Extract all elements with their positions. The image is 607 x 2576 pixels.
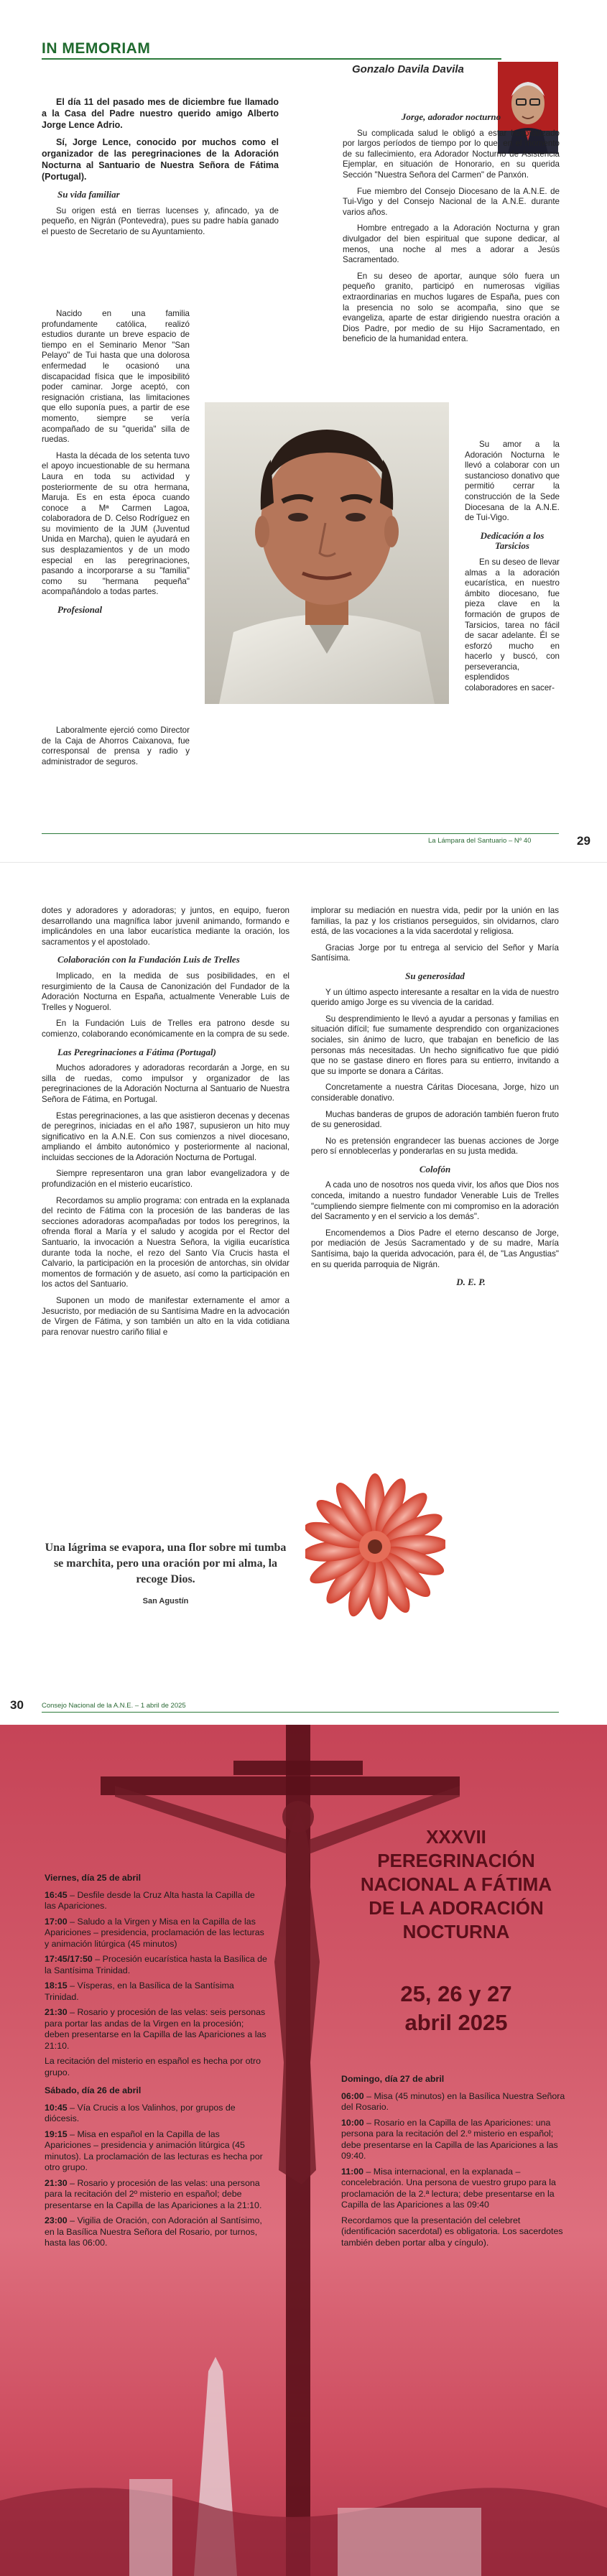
schedule-desc: – Procesión eucarística hasta la Basílica de la Santísima Trinidad. (45, 1954, 267, 1975)
poster-title (327, 1825, 585, 1944)
paragraph: A cada uno de nosotros nos queda vivir, los años que Dios nos conceda, imitando a nuestro fundador Venerable Luis de Trelles "cumpliendo siempre fielmente con mi compromiso en la adoración del Sacramento y en el servicio a los demás". (311, 1180, 559, 1222)
page1-right-column-narrow (465, 440, 560, 700)
schedule-item (45, 2178, 267, 2212)
quote (42, 1540, 289, 1609)
paragraph: Y un último aspecto interesante a resaltar en la vida de nuestro querido amigo Jorge es su vivencia de la caridad. (311, 987, 559, 1008)
heading-peregrinaciones: Las Peregrinaciones a Fátima (Portugal) (57, 1046, 216, 1057)
schedule-desc: – Vísperas, en la Basílica de la Santísima Trinidad. (45, 1980, 234, 2002)
schedule-desc: – Vía Crucis a los Valinhos, por grupos de diócesis. (45, 2102, 236, 2123)
intro-paragraph: El día 11 del pasado mes de diciembre fue llamado a la Casa del Padre nuestro querido amigo Alberto Jorge Lence Adrio. (42, 97, 279, 130)
heading-vida-familiar: Su vida familiar (57, 189, 120, 200)
schedule-item (45, 2129, 267, 2174)
schedule-item (341, 2167, 571, 2211)
paragraph: implorar su mediación en nuestra vida, pedir por la unión en las familias, la paz y los cristianos perseguidos, sin olvidarnos, claro está, de las vocaciones a la vida sacerdotal y religiosa. (311, 906, 559, 937)
paragraph: Implicado, en la medida de sus posibilidades, en el resurgimiento de la Causa de Canonización del Fundador de la Adoración Nocturna en España, actualmente Venerable Luis de Trelles y Noguerol. (42, 970, 289, 1012)
paragraph: Muchos adoradores y adoradoras recordarán a Jorge, en su silla de ruedas, como impulsor y organizador de las peregrinaciones de la Adoración Nocturna al Santuario de Nuestra Señora de Fátima, en Portugal. (42, 1063, 289, 1104)
paragraph: Concretamente a nuestra Cáritas Diocesana, Jorge, hizo un considerable donativo. (311, 1083, 559, 1103)
paragraph: Su desprendimiento le llevó a ayudar a personas y familias en situación difícil; fue sumamente desprendido con organizaciones sociales, sin ánimo de lucro, que trabajan en beneficio de las personas más necesitadas. Un hecho significativo fue que pidió que no se gastase dinero en flores para su entierro, invitando a que su importe se donara a Cáritas. (311, 1014, 559, 1076)
paragraph: Muchas banderas de grupos de adoración también fueron fruto de su generosidad. (311, 1109, 559, 1130)
heading-tarsicios: Dedicación a los Tarsicios (480, 529, 545, 552)
page-footer: Consejo Nacional de la A.N.E. – 1 abril de 2025 (42, 1702, 186, 1710)
quote-text: Una lágrima se evapora, una flor sobre mi tumba se marchita, pero una oración por mi alma, la recoge Dios. (45, 1542, 287, 1585)
paragraph: Hombre entregado a la Adoración Nocturna y gran divulgador del bien espiritual que supone dedicar, al menos, una noche al mes a adorar a Jesús Sacramentado. (343, 223, 560, 265)
schedule-desc: – Misa (45 minutos) en la Basílica Nuestra Señora del Rosario. (341, 2090, 565, 2112)
heading-colaboracion: Colaboración con la Fundación Luis de Trelles (57, 954, 240, 965)
page-footer: La Lámpara del Santuario – Nº 40 (428, 837, 532, 845)
section-header: IN MEMORIAM (42, 40, 151, 57)
paragraph: Su amor a la Adoración Nocturna le llevó a colaborar con un sustancioso donativo que permitió cerrar la construcción de la Sede Diocesana de la A.N.E. de Tui-Vigo. (465, 440, 560, 523)
page2-left-column (42, 906, 289, 1343)
schedule-item (45, 2103, 267, 2125)
paragraph: Suponen un modo de manifestar externamente el amor a Jesucristo, por mediación de su Santísima Madre en la advocación de Virgen de Fátima, y son también un alto en la vida cotidiana para renovar nuestro cariño filial e (42, 1296, 289, 1337)
schedule-desc: – Desfile desde la Cruz Alta hasta la Capilla de las Apariciones. (45, 1889, 255, 1911)
heading-colofon: Colofón (419, 1163, 451, 1175)
schedule-time: 23:00 (45, 2215, 68, 2225)
paragraph: dotes y adoradores y adoradoras; y juntos, en equipo, fueron desarrollando una magnífica labor juvenil animando, formando e implicándoles en una labor eucarística mediante la oración, los sacramentos y el apostolado. (42, 906, 289, 947)
friday-schedule (45, 1873, 267, 2253)
day-title: Viernes, día 25 de abril (45, 1873, 142, 1883)
schedule-desc: Recordamos que la presentación del celebret (identificación sacerdotal) es obligatoria. Los sacerdotes también deben portar alba y cíngulo). (341, 2215, 563, 2248)
schedule-item (45, 1917, 267, 1950)
paragraph: Hasta la década de los setenta tuvo el apoyo incuestionable de su hermana Laura en toda su actividad y posteriormente de su otra hermana, Maruja. Es en esta época cuando conoce a Mª Carmen Lagoa, colaboradora de D. Celso Rodríguez en su movimiento de la JUM (Juventud Unida en Marcha), quien le ayudará en sus desplazamientos y de un modo especial en las peregrinaciones, pasando a incorporarse a su "familia" como su "hermana pequeña" acompañándolo a todas partes. (42, 450, 190, 597)
schedule-time: 21:30 (45, 2007, 68, 2017)
rip-text: D. E. P. (456, 1277, 486, 1288)
paragraph: Laboralmente ejerció como Director de la Caja de Ahorros Caixanova, fue corresponsal de prensa y radio y administrador de seguros. (42, 726, 190, 766)
schedule-item (341, 2118, 571, 2162)
page1-left-column (42, 96, 279, 243)
page1-left-column-bottom (42, 726, 190, 773)
page-number: 29 (577, 834, 590, 848)
paragraph: No es pretensión engrandecer las buenas acciones de Jorge pero sí ennoblecerlas y ponderarlas en su justa medida. (311, 1136, 559, 1157)
pilgrimage-poster (0, 1725, 607, 2576)
page1-left-column-narrow (42, 309, 190, 621)
schedule-item (45, 2007, 267, 2052)
schedule-item (45, 1980, 267, 2003)
schedule-desc: – Misa en español en la Capilla de las Apariciones – presidencia y animación litúrgica (45 minutos). La proclamación de las lecturas es hecha por otro grupo. (45, 2128, 263, 2172)
title-line: PEREGRINACIÓN (377, 1850, 535, 1871)
heading-generosidad: Su generosidad (405, 970, 465, 981)
title-line: DE LA ADORACIÓN (369, 1897, 544, 1919)
paragraph: Estas peregrinaciones, a las que asistieron decenas y decenas de peregrinos, iniciadas en el año 1987, supusieron un hito muy significativo en la A.N.E. Con sus comienzos a nivel diocesano, ampliando el ámbito autonómico y posteriormente al nacional, incluidas secciones de la Adoración Nocturna de Portugal. (42, 1111, 289, 1162)
schedule-item (341, 2215, 571, 2249)
schedule-time: 11:00 (341, 2166, 364, 2177)
page-29 (0, 0, 607, 862)
schedule-time: 10:00 (341, 2117, 364, 2128)
paragraph: En la Fundación Luis de Trelles era patrono desde su comienzo, colaborando económicamente en la compra de su sede. (42, 1019, 289, 1039)
schedule-desc: – Vigilia de Oración, con Adoración al Santísimo, en la Basílica Nuestra Señora del Rosario, por turnos, hasta las 06:00. (45, 2215, 262, 2248)
schedule-desc: – Misa internacional, en la explanada – concelebración. Una persona de vuestro grupo para la proclamación de la 2.ª lectura; debe presentarse en la Capilla de las Apariciones a las 09:40 (341, 2166, 556, 2210)
schedule-item (45, 1890, 267, 1912)
schedule-desc: – Rosario y procesión de las velas: una persona para la recitación del 2º misterio en español; debe presentarse en la Capilla de las Apariciones a la 21:10. (45, 2177, 262, 2210)
dates-line: 25, 26 y 27 (400, 1981, 512, 2006)
paragraph: Encomendemos a Dios Padre el eterno descanso de Jorge, por mediación de Jesús Sacramentado y de su madre, María Santísima, bajo la querida advocación, para él, de "Las Angustias" en su querida parroquia de Nigrán. (311, 1228, 559, 1269)
schedule-time: 18:15 (45, 1980, 68, 1991)
schedule-desc: – Rosario en la Capilla de las Apariciones: una persona para la recitación del 2.º misterio en español; debe presentarse en la Capilla de las Apariciones a las 09:40. (341, 2117, 558, 2161)
author-name: Gonzalo Davila Davila (352, 63, 464, 75)
heading-adorador: Jorge, adorador nocturno (401, 111, 501, 122)
schedule-time: 16:45 (45, 1889, 68, 1900)
paragraph: Su origen está en tierras lucenses y, afincado, ya de pequeño, en Nigrán (Pontevedra), pues su padre había ganado el puesto de Secretario de su Ayuntamiento. (42, 205, 279, 236)
page1-right-column (343, 112, 560, 351)
paragraph: En su deseo de llevar almas a la adoración eucarística, en nuestro ámbito diocesano, fue pieza clave en la formación de grupos de Tarsicios, tarea no fácil de sacar adelante. Él se esforzó mucho en hacerlo y buscó, con perseverancia, esplendidos colaboradores en sacer- (465, 557, 560, 693)
schedule-item (45, 2056, 267, 2078)
paragraph: En su deseo de aportar, aunque sólo fuera un pequeño granito, participó en numerosas vigilias extraordinarias en muchos lugares de España, pues con la presencia no solo se acompaña, sino que se evangeliza, aparte de estar dirigiendo nuestra oración a Dios Padre, por medio de su Hijo Sacramentado, en beneficio de la humanidad entera. (343, 271, 560, 344)
flower-image (305, 1466, 445, 1624)
schedule-time: 06:00 (341, 2090, 364, 2101)
paragraph: Nacido en una familia profundamente católica, realizó estudios durante un breve espacio de tiempo en el Seminario Menor "San Pelayo" de Tui hasta que una dolorosa enfermedad le ocasionó una discapacidad física que le imposibilitó poder caminar. Jorge aceptó, con resignación cristiana, las limitaciones que ello suponía pues, a partir de ese momento, siempre se vería acompañado de su "querida" silla de ruedas. (42, 309, 190, 445)
schedule-item (45, 1954, 267, 1976)
sunday-schedule (341, 2074, 571, 2253)
page-number: 30 (10, 1698, 24, 1712)
page-30 (0, 862, 607, 1725)
page2-right-column (311, 906, 559, 1294)
intro-paragraph-2: Sí, Jorge Lence, conocido por muchos como el organizador de las peregrinaciones de la Adoración Nocturna al Santuario de Nuestra Señora de Fátima (Portugal). (42, 137, 279, 182)
paragraph: Fue miembro del Consejo Diocesano de la A.N.E. de Tui-Vigo y del Consejo Nacional de la A.N.E. durante varios años. (343, 186, 560, 217)
schedule-time: 10:45 (45, 2102, 68, 2113)
title-line: NACIONAL A FÁTIMA (360, 1873, 552, 1895)
title-line: XXXVII (426, 1826, 486, 1848)
poster-dates (327, 1980, 585, 2037)
schedule-time: 21:30 (45, 2177, 68, 2188)
portrait-photo (205, 402, 449, 704)
schedule-time: 17:00 (45, 1916, 68, 1927)
paragraph: Su complicada salud le obligó a estar hospitalizado por largos períodos de tiempo por lo que, en el momento de su fallecimiento, era Adorador Nocturno de Asistencia Ejemplar, en situación de Honorario, en su querida Sección "Nuestra Señora del Carmen" de Panxón. (343, 128, 560, 180)
paragraph: Gracias Jorge por tu entrega al servicio del Señor y María Santísima. (311, 942, 559, 963)
heading-profesional: Profesional (57, 604, 103, 616)
paragraph: Recordamos su amplio programa: con entrada en la explanada del recinto de Fátima con la procesión de las banderas de las secciones adoradoras acompañadas por todos los peregrinos, la ofrenda floral a María y el saludo y acogida por el Rector del Santuario, la invocación a Nuestra Señora, la vigilia eucarística durante toda la noche, el rezo del Santo Vía Crucis hasta el Calvario, la participación en la procesión de antorchas, sin olvidar momentos de formación y de asueto, así como la participación en los actos del Santuario. (42, 1195, 289, 1289)
schedule-time: 19:15 (45, 2128, 68, 2139)
dates-line: abril 2025 (404, 2010, 508, 2035)
schedule-desc: – Saludo a la Virgen y Misa en la Capilla de las Apariciones – presidencia, proclamación de las lecturas y animación litúrgica (45 minutos) (45, 1916, 264, 1949)
schedule-item (341, 2091, 571, 2113)
schedule-item (45, 2215, 267, 2249)
schedule-time: 17:45/17:50 (45, 1954, 93, 1964)
quote-author: San Agustín (142, 1597, 189, 1606)
day-title: Sábado, día 26 de abril (45, 2085, 142, 2095)
paragraph: Siempre representaron una gran labor evangelizadora y de profundización en el misterio eucarístico. (42, 1169, 289, 1190)
title-line: NOCTURNA (402, 1921, 510, 1942)
schedule-desc: La recitación del misterio en español es hecha por otro grupo. (45, 2056, 261, 2077)
day-title: Domingo, día 27 de abril (341, 2074, 445, 2084)
schedule-desc: – Rosario y procesión de las velas: seis personas para portar las andas de la Virgen en la procesión; deben presentarse en la Capilla de las Apariciones a las 21:10. (45, 2007, 267, 2051)
